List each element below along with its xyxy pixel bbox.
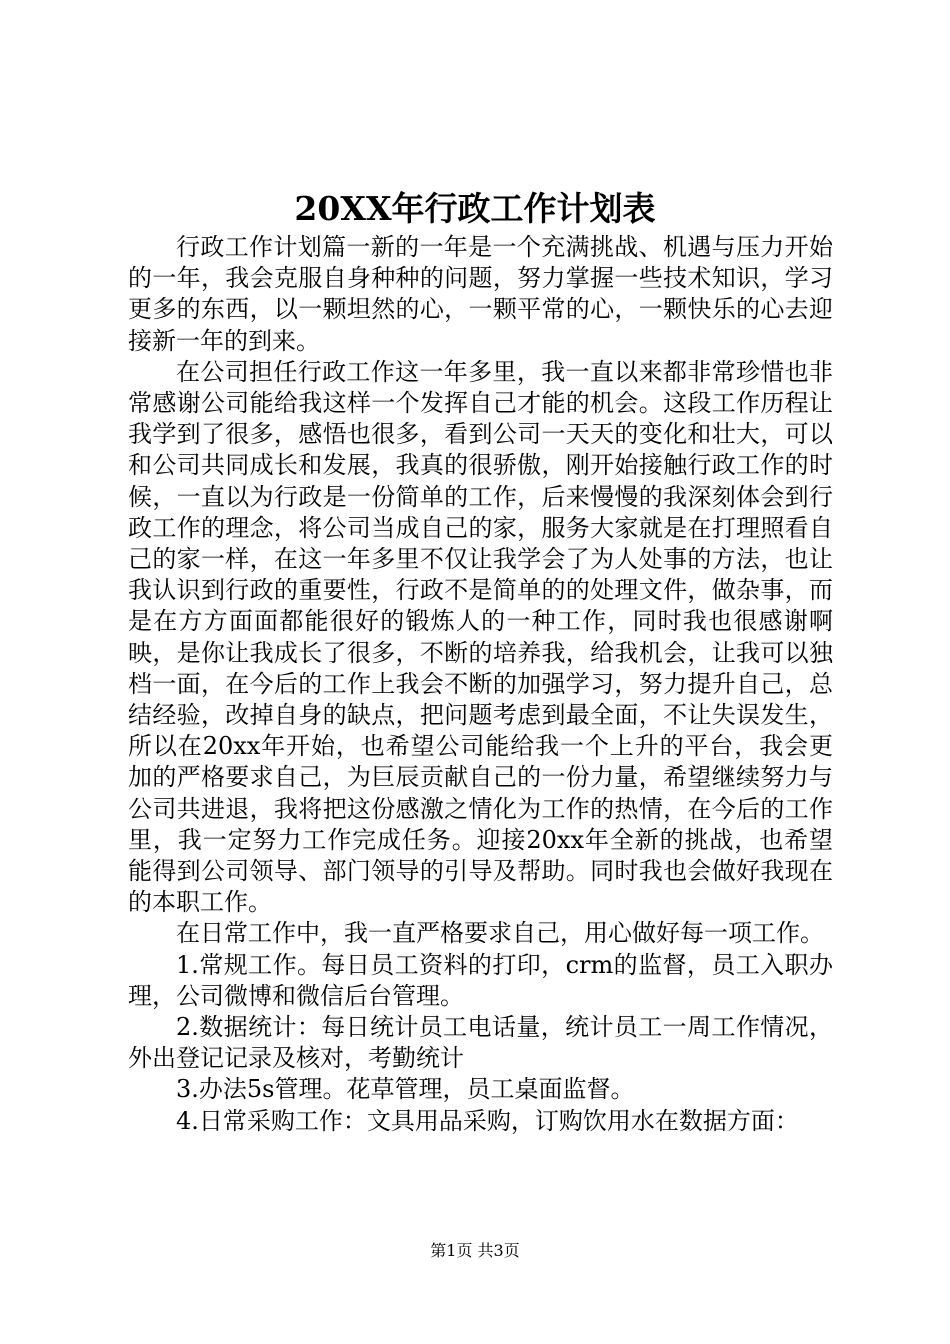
paragraph: 在日常工作中，我一直严格要求自己，用心做好每一项工作。 (176, 919, 824, 948)
list-item: 3.办法5s管理。花草管理，员工桌面监督。 (176, 1075, 635, 1104)
list-item: 4.日常采购工作：文具用品采购，订购饮用水在数据方面： (176, 1106, 799, 1135)
list-item: 1.常规工作。每日员工资料的打印，crm的监督，员工入职办理，公司微博和微信后台管理。 (128, 950, 833, 1010)
paragraph: 行政工作计划篇一新的一年是一个充满挑战、机遇与压力开始的一年，我会克服自身种种的问题，努力掌握一些技术知识，学习更多的东西，以一颗坦然的心，一颗平常的心，一颗快乐的心去迎接新一年的到来。 (128, 233, 833, 355)
document-title: 20XX年行政工作计划表 (294, 189, 656, 228)
document-body (128, 232, 833, 1137)
paragraph: 在公司担任行政工作这一年多里，我一直以来都非常珍惜也非常感谢公司能给我这样一个发挥自己才能的机会。这段工作历程让我学到了很多，感悟也很多，看到公司一天天的变化和壮大，可以和公司共同成长和发展，我真的很骄傲，刚开始接触行政工作的时候，一直以为行政是一份简单的工作，后来慢慢的我深刻体会到行政工作的理念，将公司当成自己的家，服务大家就是在打理照看自己的家一样，在这一年多里不仅让我学会了为人处事的方法，也让我认识到行政的重要性，行政不是简单的的处理文件，做杂事，而是在方方面面都能很好的锻炼人的一种工作，同时我也很感谢啊映，是你让我成长了很多，不断的培养我，给我机会，让我可以独档一面，在今后的工作上我会不断的加强学习，努力提升自己，总结经验，改掉自身的缺点，把问题考虑到最全面，不让失误发生，所以在20xx年开始，也希望公司能给我一个上升的平台，我会更加的严格要求自己，为巨辰贡献自己的一份力量，希望继续努力与公司共进退，我将把这份感激之情化为工作的热情，在今后的工作里，我一定努力工作完成任务。迎接20xx年全新的挑战，也希望能得到公司领导、部门领导的引导及帮助。同时我也会做好我现在的本职工作。 (128, 357, 833, 917)
page-number-footer: 第1页 共3页 (430, 1241, 520, 1260)
list-item: 2.数据统计：每日统计员工电话量，统计员工一周工作情况，外出登记记录及核对，考勤统计 (128, 1013, 833, 1073)
